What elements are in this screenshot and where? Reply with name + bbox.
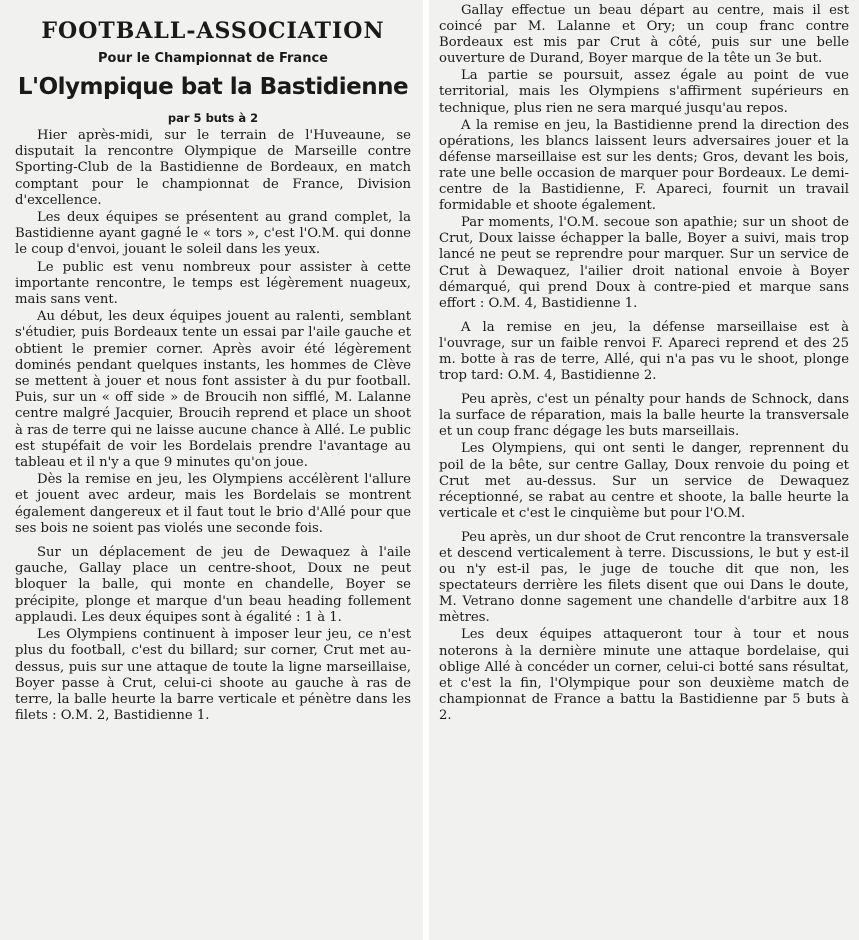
headline: L'Olympique bat la Bastidienne — [17, 74, 409, 100]
left-column — [0, 0, 423, 940]
right-column — [429, 0, 859, 940]
paragraph: Gallay effectue un beau départ au centre, mais il est coincé par M. Lalanne et Ory; un coup franc contre Bordeaux est mis par Crut à côté, puis sur une belle ouverture de Durand, Boyer marque de la tête un 3e but. — [439, 3, 849, 67]
kicker: Pour le Championnat de France — [98, 51, 328, 66]
paragraph: Le public est venu nombreux pour assister à cette importante rencontre, le temps est légèrement nuageux, mais sans vent. — [15, 259, 411, 308]
paragraph: A la remise en jeu, la défense marseillaise est à l'ouvrage, sur un faible renvoi F. Apareci reprend et des 25 m. botte à ras de terre, Allé, qui n'a pas vu le shoot, plonge trop tard: O.M. 4, Bastidienne 2. — [439, 319, 849, 384]
paragraph: Par moments, l'O.M. secoue son apathie; sur un shoot de Crut, Doux laisse échapper la balle, Boyer a suivi, mais trop lancé ne peut se reprendre pour marquer. Sur un service de Crut à Dewaquez, l'ailier droit national envoie à Boyer démarqué, qui prend Doux à contre-pied et marque sans effort : O.M. 4, Bastidienne 1. — [439, 215, 849, 311]
paragraph: Sur un déplacement de jeu de Dewaquez à l'aile gauche, Gallay place un centre-shoot, Doux ne peut bloquer la balle, qui monte en chandelle, Boyer se précipite, plonge et marque d'un beau heading follement applaudi. Les deux équipes sont à égalité : 1 à 1. — [15, 545, 411, 625]
paragraph: Peu après, c'est un pénalty pour hands de Schnock, dans la surface de réparation, mais la balle heurte la transversale et un coup franc dégage les buts marseillais. — [439, 392, 849, 440]
paragraph: Hier après-midi, sur le terrain de l'Huveaune, se disputait la rencontre Olympique de Marseille contre Sporting-Club de la Bastidienne de Bordeaux, en match comptant pour le championnat de France, Division d'excellence. — [15, 128, 411, 208]
paragraph: A la remise en jeu, la Bastidienne prend la direction des opérations, les blancs laissent leurs adversaires jouer et la défense marseillaise est sur les dents; Gros, devant les bois, rate une belle occasion de marquer pour Bordeaux. Le demi-centre de la Bastidienne, F. Apareci, fournit un travail formidable et shoote également. — [439, 117, 849, 214]
paragraph: Les Olympiens, qui ont senti le danger, reprennent du poil de la bête, sur centre Gallay, Doux renvoie du poing et Crut met au-dessus. Sur un service de Dewaquez réceptionné, se rabat au centre et shoote, la balle heurte la verticale et c'est le cinquième but pour l'O.M. — [439, 441, 849, 521]
paragraph: Au début, les deux équipes jouent au ralenti, semblant s'étudier, puis Bordeaux tente un essai par l'aile gauche et obtient le premier corner. Après avoir été légèrement dominés pendant quelques instants, les hommes de Clève se mettent à jouer et nous font assister à du pur football. Puis, sur un « off side » de Broucih non sifflé, M. Lalanne centre malgré Jacquier, Broucih reprend et place un shoot à ras de terre qui ne laisse aucune chance à Allé. Le public est stupéfait de voir les Bordelais prendre l'avantage au tableau et il n'y a que 9 minutes qu'on joue. — [15, 309, 411, 471]
paragraph: Les deux équipes se présentent au grand complet, la Bastidienne ayant gagné le « tors », c'est l'O.M. qui donne le coup d'envoi, jouant le soleil dans les yeux. — [15, 210, 411, 258]
paragraph: Les deux équipes attaqueront tour à tour et nous noterons à la dernière minute une attaque bordelaise, qui oblige Allé à concéder un corner, celui-ci botté sans résultat, et c'est la fin, l'Olympique pour son deuxième match de championnat de France a battu la Bastidienne par 5 buts à 2. — [439, 627, 849, 723]
paragraph: Les Olympiens continuent à imposer leur jeu, ce n'est plus du football, c'est du billard; sur corner, Crut met au-dessus, puis sur une attaque de toute la ligne marseillaise, Boyer passe à Crut, celui-ci shoote au gauche à ras de terre, la balle heurte la barre verticale et pénètre dans les filets : O.M. 2, Bastidienne 1. — [15, 627, 411, 724]
paragraph: La partie se poursuit, assez égale au point de vue territorial, mais les Olympiens s'affirment supérieurs en technique, plus rien ne sera marqué jusqu'au repos. — [439, 68, 849, 116]
paragraph: Peu après, un dur shoot de Crut rencontre la transversale et descend verticalement à terre. Discussions, le but y est-il ou n'y est-il pas, le juge de touche dit que non, les spectateurs derrière les filets disent que oui Dans le doute, M. Vetrano donne sagement une chandelle d'arbitre aux 18 mètres. — [439, 529, 849, 626]
section-heading: FOOTBALL-ASSOCIATION — [41, 18, 385, 44]
paragraph: Dès la remise en jeu, les Olympiens accélèrent l'allure et jouent avec ardeur, mais les Bordelais se montrent également dangereux et il faut tout le brio d'Allé pour que ses bois ne soient pas violés une seconde fois. — [15, 472, 411, 536]
deck: par 5 buts à 2 — [167, 111, 259, 125]
